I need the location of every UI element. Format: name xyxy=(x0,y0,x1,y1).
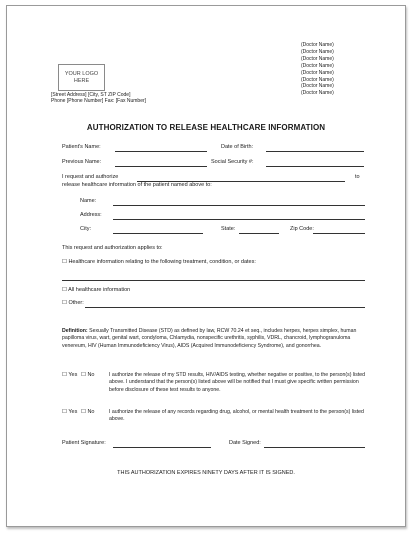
doctor-name: (Doctor Name) xyxy=(301,48,334,55)
release-text: release healthcare information of the patient named above to: xyxy=(62,182,212,188)
other-field[interactable] xyxy=(85,307,365,308)
name-label: Name: xyxy=(80,198,97,204)
city-label: City: xyxy=(80,226,91,232)
patient-name-field[interactable] xyxy=(115,151,207,152)
address-label: Address: xyxy=(80,212,102,218)
signature-field[interactable] xyxy=(113,447,211,448)
state-field[interactable] xyxy=(239,233,279,234)
applies-intro: This request and authorization applies to: xyxy=(62,245,163,251)
logo-line-2: HERE xyxy=(73,77,90,84)
doctor-name: (Doctor Name) xyxy=(301,69,334,76)
doctor-name: (Doctor Name) xyxy=(301,90,334,97)
all-info-checkbox[interactable]: ☐ All healthcare information xyxy=(62,287,131,293)
std-consent-text: I authorize the release of my STD results, HIV/AIDS testing, whether negative or positive, to the person(s) listed above. I understand that the person(s) listed above will be notified that I must give specific written permission before disclosure of these test results to anyone. xyxy=(109,372,366,393)
zip-label: Zip Code: xyxy=(290,226,314,232)
recipient-address-field[interactable] xyxy=(113,219,365,220)
definition-text: Sexually Transmitted Disease (STD) as defined by law, RCW 70.24 et seq., includes herpes, herpes simplex, human papilloma virus, wart, genital wart, condyloma, Chlamydia, nonspecific urethritis, syphilis, VDRL, chancroid, lymphogranuloma venereum, HIV (Human Immunodeficiency Virus), AIDS (Acquired Immunodeficiency Syndrome), and gonorrhea. xyxy=(62,328,357,349)
authorize-label: I request and authorize xyxy=(62,174,119,180)
treatment-checkbox[interactable]: ☐ Healthcare information relating to the following treatment, condition, or dates: xyxy=(62,259,256,265)
patient-name-label: Patient's Name: xyxy=(62,144,101,150)
date-signed-label: Date Signed: xyxy=(229,440,261,446)
drug-yes-checkbox[interactable]: ☐ Yes xyxy=(62,409,78,415)
street-address: [Street Address] [City, ST ZIP Code] xyxy=(51,92,131,98)
zip-field[interactable] xyxy=(313,233,365,234)
ssn-label: Social Security #: xyxy=(211,159,254,165)
std-no-checkbox[interactable]: ☐ No xyxy=(81,372,95,378)
dob-label: Date of Birth: xyxy=(221,144,254,150)
doctor-name: (Doctor Name) xyxy=(301,62,334,69)
phone-fax: Phone [Phone Number] Fax: [Fax Number] xyxy=(51,98,147,104)
doctor-name: (Doctor Name) xyxy=(301,83,334,90)
state-label: State: xyxy=(221,226,236,232)
recipient-name-field[interactable] xyxy=(113,205,365,206)
other-checkbox[interactable]: ☐ Other: xyxy=(62,300,84,306)
authorize-to-label: to xyxy=(355,174,360,180)
doctor-name: (Doctor Name) xyxy=(301,76,334,83)
previous-name-field[interactable] xyxy=(115,166,207,167)
page-title: AUTHORIZATION TO RELEASE HEALTHCARE INFORMATION xyxy=(86,123,326,132)
expiry-notice: THIS AUTHORIZATION EXPIRES NINETY DAYS AFTER IT IS SIGNED. xyxy=(117,470,295,476)
definition-label: Definition: xyxy=(62,328,88,334)
std-yes-checkbox[interactable]: ☐ Yes xyxy=(62,372,78,378)
date-signed-field[interactable] xyxy=(264,447,365,448)
logo-line-1: YOUR LOGO xyxy=(64,70,99,77)
drug-consent-text: I authorize the release of any records regarding drug, alcohol, or mental health treatment to the person(s) listed above. xyxy=(109,409,364,423)
signature-label: Patient Signature: xyxy=(62,440,106,446)
doctor-name: (Doctor Name) xyxy=(301,42,334,48)
doctor-list xyxy=(301,42,334,97)
ssn-field[interactable] xyxy=(266,166,364,167)
logo-placeholder xyxy=(58,64,105,91)
city-field[interactable] xyxy=(113,233,203,234)
dob-field[interactable] xyxy=(266,151,364,152)
drug-no-checkbox[interactable]: ☐ No xyxy=(81,409,95,415)
form-page xyxy=(6,5,406,527)
treatment-field[interactable] xyxy=(62,280,365,281)
previous-name-label: Previous Name: xyxy=(62,159,102,165)
doctor-name: (Doctor Name) xyxy=(301,55,334,62)
definition-block xyxy=(62,328,368,350)
